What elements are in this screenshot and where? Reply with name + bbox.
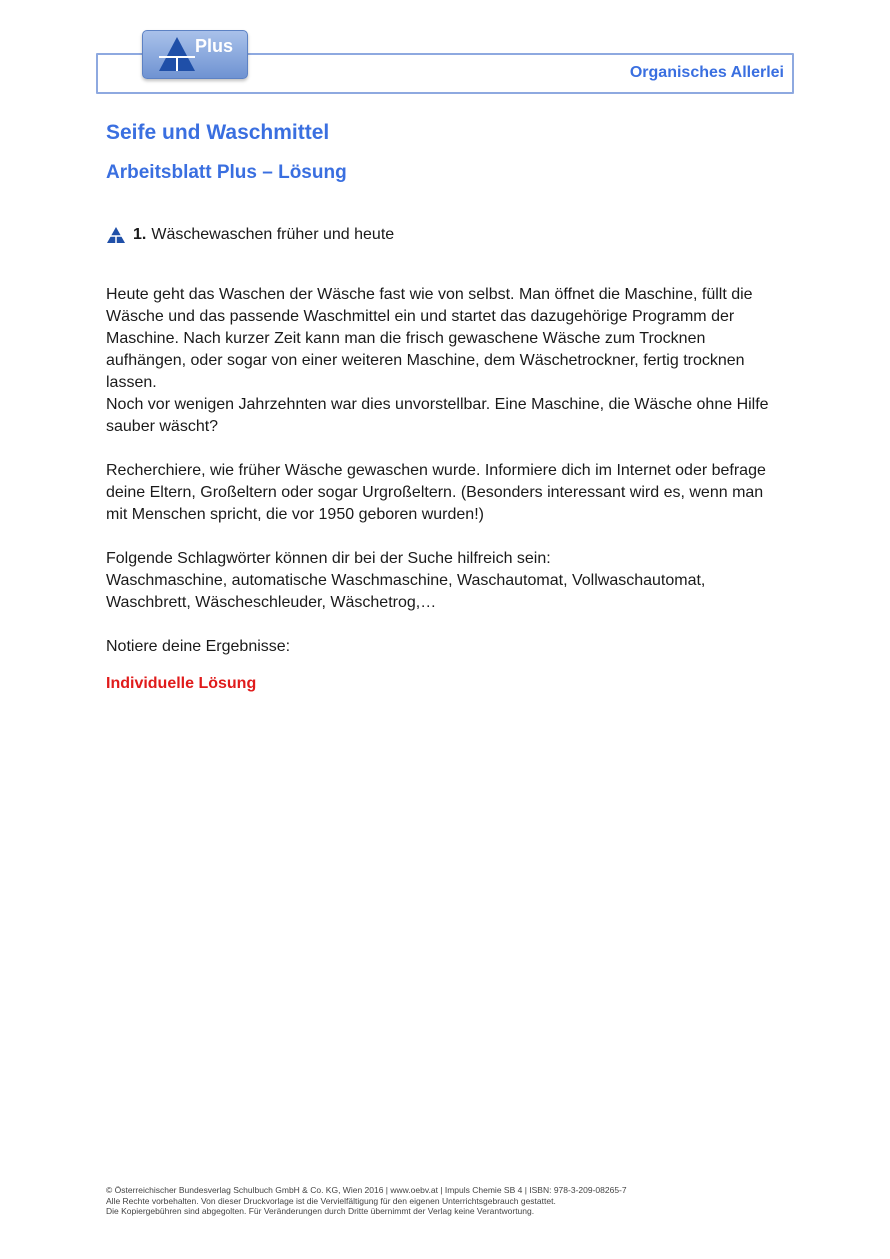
task-content: [106, 284, 786, 658]
paragraph-research: Recherchiere, wie früher Wäsche gewaschen wurde. Informiere dich im Internet oder befrage deine Eltern, Großeltern oder sogar Urgroßeltern. (Besonders interessant wird es, wenn man mit Menschen spricht, die vor 1950 geboren wurden!): [106, 462, 766, 523]
paragraph-notes: Notiere deine Ergebnisse:: [106, 638, 291, 655]
logo-text: Plus: [195, 36, 234, 56]
paragraph-keywords-intro: Folgende Schlagwörter können dir bei der Suche hilfreich sein:: [106, 550, 551, 567]
footer: [106, 1185, 627, 1217]
task-heading: [106, 226, 394, 244]
pyramid-logo-icon: [157, 35, 197, 73]
footer-line-rights: Alle Rechte vorbehalten. Von dieser Druckvorlage ist die Vervielfältigung für den eigenen Unterrichtsgebrauch gestattet.: [106, 1195, 556, 1206]
paragraph-intro: Heute geht das Waschen der Wäsche fast wie von selbst. Man öffnet die Maschine, füllt die Wäsche und das passende Waschmittel ein und startet das dazugehörige Programm der Maschine. Nach kurzer Zeit kann man die frisch gewaschene Wäsche zum Trocknen aufhängen, oder sogar von einer weiteren Maschine, dem Wäschetrockner, fertig trocknen lassen.: [106, 286, 753, 391]
answer-text: Individuelle Lösung: [106, 675, 257, 692]
plus-logo: [142, 30, 248, 79]
task-title: Wäschewaschen früher und heute: [151, 226, 395, 243]
task-number: 1.: [133, 226, 147, 243]
section-title: Organisches Allerlei: [629, 64, 784, 81]
paragraph-keywords: Waschmaschine, automatische Waschmaschine, Waschautomat, Vollwaschautomat, Waschbrett, Wäscheschleuder, Wäschetrog,…: [106, 572, 706, 611]
footer-line-copyright: © Österreichischer Bundesverlag Schulbuch GmbH & Co. KG, Wien 2016 | www.oebv.at | Impuls Chemie SB 4 | ISBN: 978-3-209-08265-7: [106, 1185, 627, 1195]
pyramid-task-icon: [106, 226, 126, 244]
document-subtitle: Arbeitsblatt Plus – Lösung: [106, 162, 347, 183]
paragraph-question: Noch vor wenigen Jahrzehnten war dies unvorstellbar. Eine Maschine, die Wäsche ohne Hilfe sauber wäscht?: [106, 396, 769, 435]
document-title: Seife und Waschmittel: [106, 121, 330, 144]
footer-line-fees: Die Kopiergebühren sind abgegolten. Für Veränderungen durch Dritte übernimmt der Verlag keine Verantwortung.: [106, 1206, 535, 1216]
